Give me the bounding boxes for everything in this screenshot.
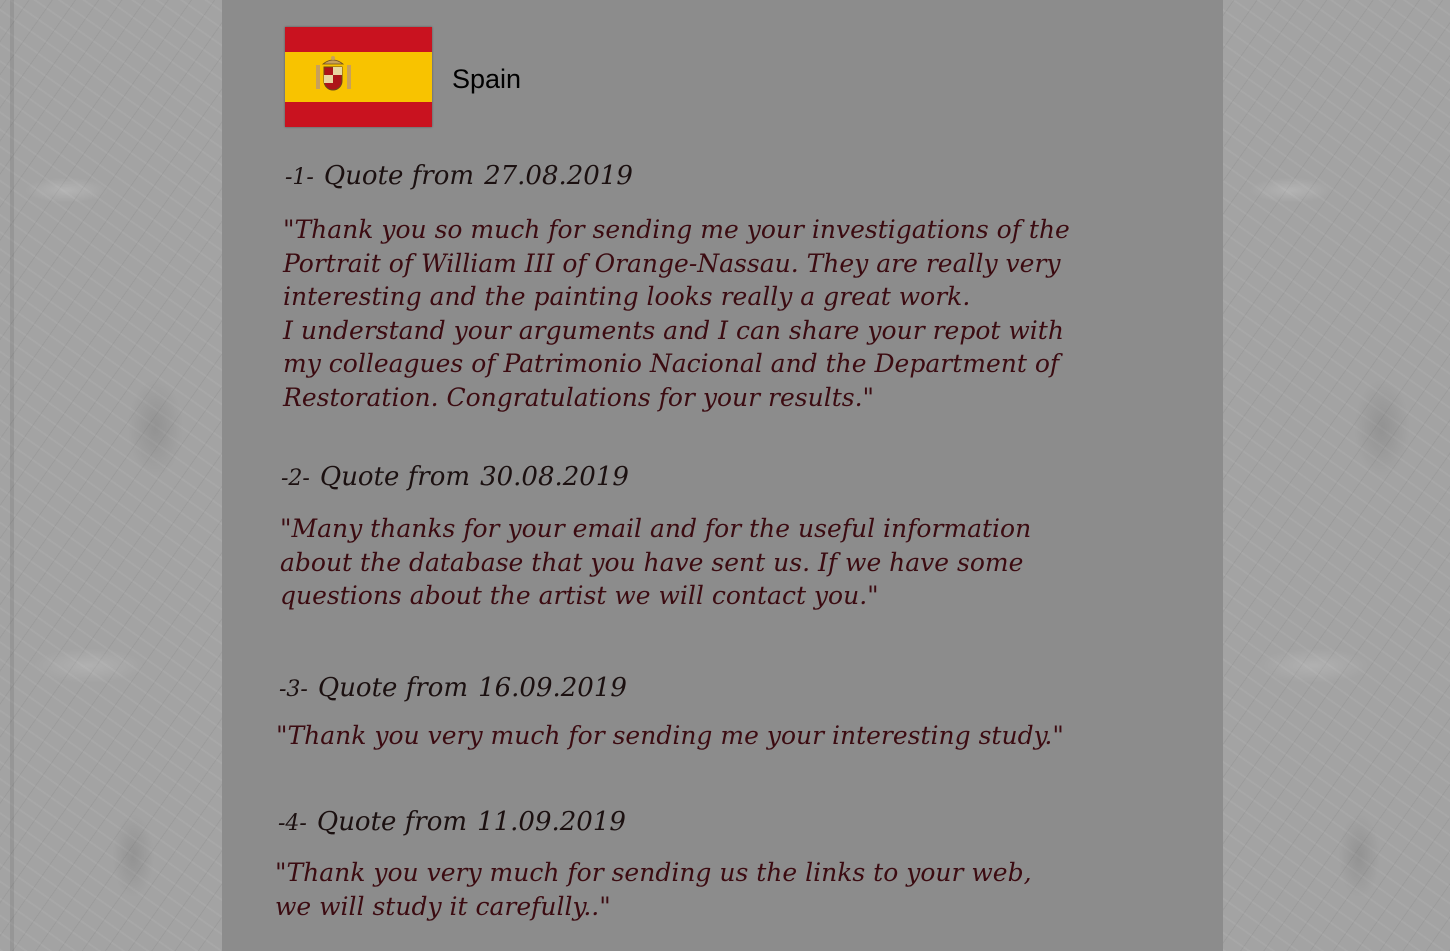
left-edge-line (10, 0, 14, 951)
quote-1-text (283, 213, 1070, 415)
quote-line: Restoration. Congratulations for your results." (283, 382, 875, 412)
quote-label: Quote from (323, 161, 475, 191)
quote-1-header (285, 161, 633, 191)
country-name: Spain (452, 64, 522, 94)
quote-label: Quote from (317, 673, 469, 703)
quote-date: 16.09.2019 (478, 673, 627, 703)
quote-line: "Many thanks for your email and for the useful information (280, 514, 1032, 543)
quote-line: interesting and the painting looks really a great work. (283, 282, 971, 312)
quote-line: "Thank you very much for sending me your interesting study." (276, 721, 1064, 750)
quote-2-text (280, 512, 1031, 613)
quote-2-header (281, 462, 629, 492)
quote-line: my colleagues of Patrimonio Nacional and the Department of (283, 349, 1060, 379)
quote-3-text (276, 719, 1064, 753)
quote-date: 30.08.2019 (480, 462, 629, 492)
spain-flag-icon (285, 27, 432, 127)
quote-label: Quote from (319, 462, 471, 492)
quote-4-text (275, 856, 1032, 923)
quote-label: Quote from (316, 807, 468, 837)
right-embossed-border (1223, 0, 1450, 951)
quote-number: -2- (281, 466, 310, 491)
quote-line: questions about the artist we will contact you." (280, 581, 879, 611)
quote-line: we will study it carefully.." (275, 891, 611, 921)
left-embossed-border (0, 0, 222, 951)
quote-date: 27.08.2019 (484, 161, 633, 191)
quote-3-header (279, 673, 627, 703)
quote-line: Portrait of William III of Orange-Nassau. They are really very (283, 248, 1061, 278)
quote-number: -3- (279, 677, 308, 702)
quote-number: -4- (278, 811, 307, 836)
quote-number: -1- (285, 165, 314, 190)
quote-line: "Thank you so much for sending me your investigations of the (283, 215, 1070, 244)
quote-date: 11.09.2019 (477, 807, 626, 837)
quote-line: I understand your arguments and I can share your repot with (283, 315, 1064, 345)
quote-4-header (278, 807, 626, 837)
quote-line: about the database that you have sent us. If we have some (280, 547, 1024, 577)
quote-line: "Thank you very much for sending us the links to your web, (275, 858, 1032, 887)
